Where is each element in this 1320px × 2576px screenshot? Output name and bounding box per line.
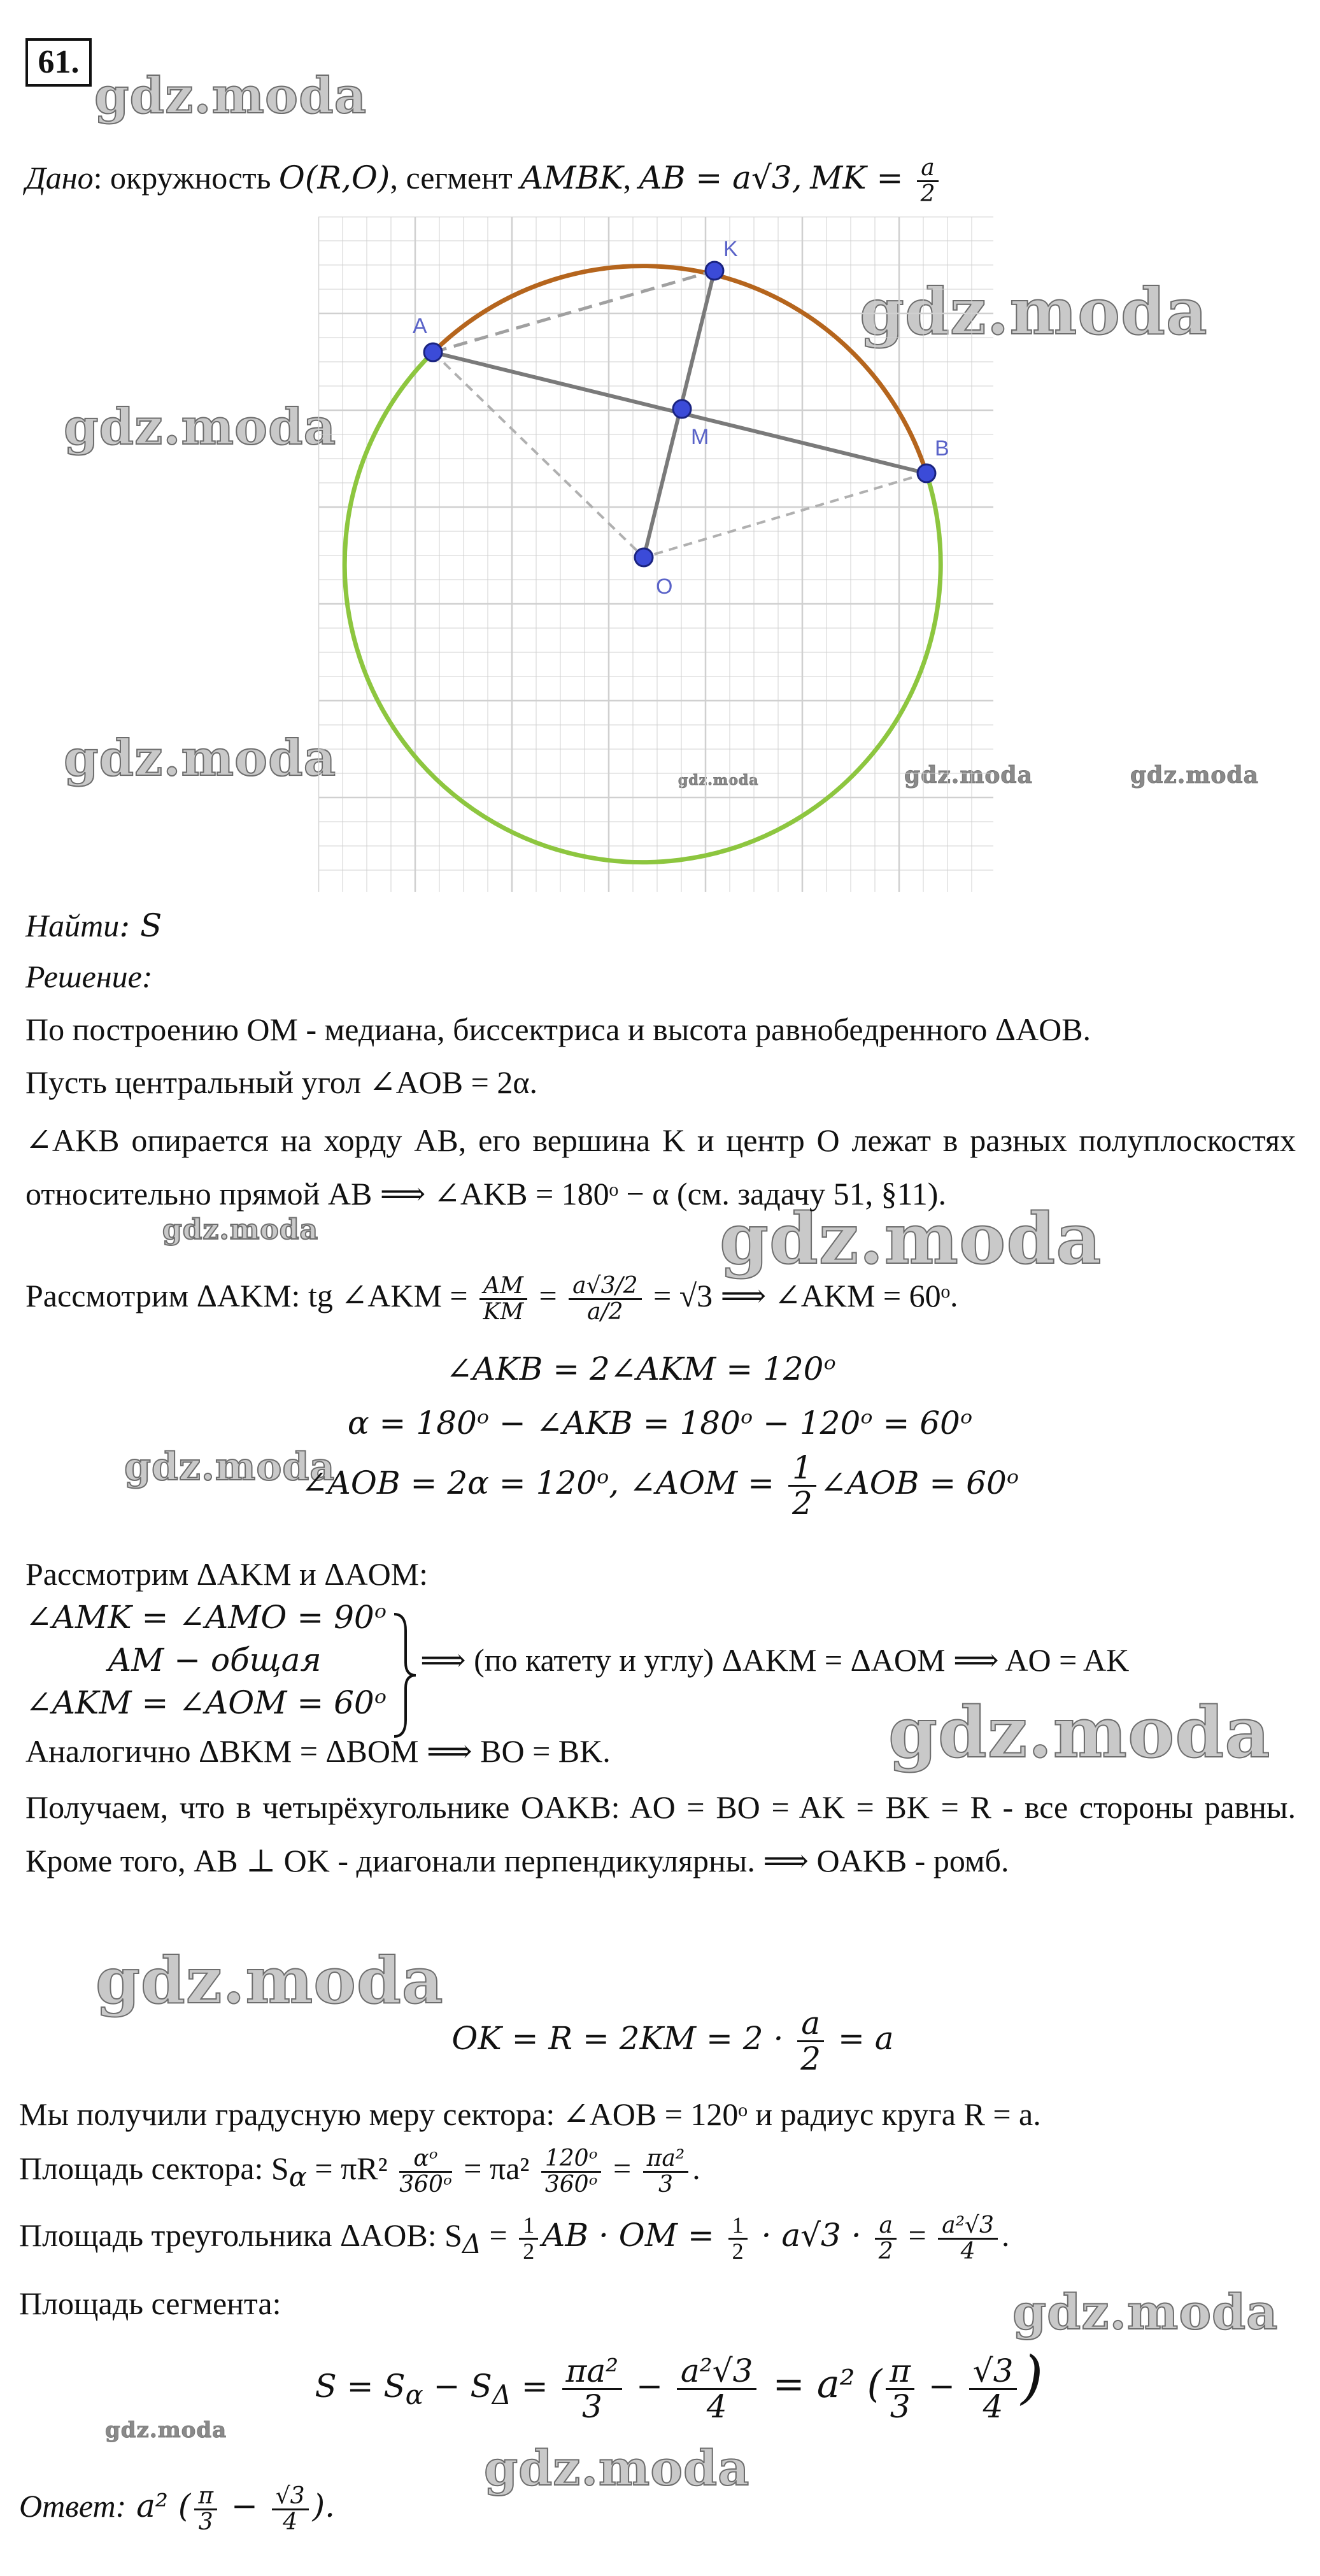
segment-ao bbox=[433, 352, 644, 557]
system-line-2: AM − общая bbox=[108, 1642, 322, 1678]
watermark: gdz.moda bbox=[64, 729, 337, 787]
label-o: O bbox=[656, 575, 673, 599]
watermark: gdz.moda bbox=[484, 2440, 750, 2496]
given-ab: AB = a√3, bbox=[639, 159, 802, 196]
watermark: gdz.moda bbox=[105, 2417, 227, 2443]
equation-1: ∠AKB = 2∠AKM = 120ᵒ bbox=[446, 1350, 836, 1387]
watermark: gdz.moda bbox=[720, 1198, 1102, 1280]
equation-2: α = 180ᵒ − ∠AKB = 180ᵒ − 120ᵒ = 60ᵒ bbox=[347, 1405, 973, 1442]
find-label: Найти bbox=[25, 908, 120, 943]
fraction-values: $\frac{a√3/2}{a/2}$ bbox=[569, 1274, 641, 1324]
system-result: ⟹ (по катету и углу) ΔAKM = ΔAOM ⟹ AO = AK bbox=[420, 1642, 1130, 1678]
watermark: gdz.moda bbox=[124, 1445, 336, 1489]
given-label: Дано bbox=[25, 159, 94, 196]
text-line-2: Пусть центральный угол ∠AOB = 2α. bbox=[25, 1064, 538, 1100]
system-line-3: ∠AKM = ∠AOM = 60ᵒ bbox=[25, 1684, 387, 1721]
system-brace bbox=[392, 1612, 417, 1739]
text-line-9: Площадь сектора: $S_\alpha = \pi R^2$ $\frac{\text{αᵒ}}{\text{360ᵒ}}$ = πa² $\frac{\text{120ᵒ}}{\text{360ᵒ}}$ = $\frac{\text{πa²}}{3}$ . bbox=[19, 2145, 700, 2198]
watermark: gdz.moda bbox=[162, 1213, 319, 1246]
text-paragraph-3: ∠AKB опирается на хорду AB, его вершина K и центр O лежат в разных полуплоскостях относительно прямой AB ⟹ ∠AKB = 180ᵒ − α (см. задачу 51, §11). bbox=[25, 1122, 1296, 1212]
watermark: gdz.moda bbox=[94, 67, 367, 125]
text-line-10: Площадь треугольника ΔAOB: $S_\Delta$ = $\frac{1}{2}$ AB · OM = $\frac{1}{2}$ · a√3 · $\frac{a}{2}$ = $\frac{\text{a²√3}}{4}$ . bbox=[19, 2212, 1010, 2265]
watermark: gdz.moda bbox=[64, 398, 337, 456]
solution-label: Решение: bbox=[25, 959, 153, 994]
watermark: gdz.moda bbox=[96, 1943, 444, 2018]
major-arc bbox=[344, 352, 940, 862]
watermark: gdz.moda bbox=[888, 1691, 1271, 1773]
watermark: gdz.moda bbox=[678, 772, 759, 789]
equation-5: $S = S_\alpha - S_\Delta$ = $\frac{\text{πa²}}{3}$ − $\frac{\text{a²√3}}{4}$ = a² ( $\frac{\pi}{3}$ − $\frac{√3}{4}$ ) bbox=[315, 2344, 1044, 2425]
text-line-1: По построению OM - медиана, биссектриса и высота равнобедренного ΔAOB. bbox=[25, 1012, 1091, 1047]
equation-3: ∠AOB = 2α = 120ᵒ, ∠AOM = $\frac{1}{2}$ ∠AOB = 60ᵒ bbox=[301, 1449, 1019, 1522]
text-line-11: Площадь сегмента: bbox=[19, 2286, 281, 2321]
watermark: gdz.moda bbox=[860, 274, 1208, 349]
point-a bbox=[424, 343, 442, 361]
text-line-4: Рассмотрим ΔAKM: tg ∠AKM = $\frac{AM}{KM}$ = $\frac{a√3/2}{a/2}$ = √3 ⟹ ∠AKM = 60ᵒ. bbox=[25, 1273, 958, 1325]
text-line-5: Рассмотрим ΔAKM и ΔAOM: bbox=[25, 1556, 429, 1592]
geometry-figure bbox=[318, 217, 993, 892]
point-k bbox=[706, 262, 723, 280]
answer-line: Ответ: a² ( $\frac{\pi}{3}$ − $\frac{√3}{4}$ ). bbox=[19, 2483, 335, 2535]
answer-label: Ответ: bbox=[19, 2487, 127, 2524]
watermark: gdz.moda bbox=[1130, 762, 1259, 789]
system-line-1: ∠AMK = ∠AMO = 90ᵒ bbox=[25, 1599, 387, 1636]
point-m bbox=[673, 400, 691, 418]
fraction-a-2: $\frac{a}{2}$ bbox=[797, 2007, 824, 2075]
fraction-am-km: $\frac{AM}{KM}$ bbox=[479, 1274, 527, 1324]
text-paragraph-7: Получаем, что в четырёхугольнике OAKB: AO = BO = AK = BK = R - все стороны равны. Кроме того, AB ⊥ OK - диагонали перпендикулярны. ⟹ OAKB - ромб. bbox=[25, 1789, 1296, 1878]
given-line: Дано: окружность O(R,O), сегмент AMBK, AB = a√3, MK = $\frac{a}{2}$ bbox=[25, 156, 942, 206]
fraction-half: $\frac{1}{2}$ bbox=[788, 1451, 816, 1520]
segment-ak bbox=[433, 271, 714, 352]
point-b bbox=[918, 464, 935, 482]
equation-4: OK = R = 2KM = 2 · $\frac{a}{2}$ = a bbox=[451, 2005, 894, 2077]
point-o bbox=[635, 548, 653, 566]
given-mk: MK = bbox=[810, 159, 914, 196]
watermark: gdz.moda bbox=[1012, 2284, 1279, 2340]
text-line-8: Мы получили градусную меру сектора: ∠AOB = 120ᵒ и радиус круга R = a. bbox=[19, 2096, 1041, 2132]
find-line bbox=[25, 906, 162, 945]
given-segment-text: , сегмент bbox=[390, 159, 521, 196]
find-value: : S bbox=[119, 907, 162, 944]
given-mk-fraction: $\frac{a}{2}$ bbox=[917, 156, 938, 206]
label-b: B bbox=[935, 436, 949, 461]
problem-number: 61. bbox=[25, 38, 92, 87]
given-segment: AMBK bbox=[520, 159, 623, 196]
segment-bo bbox=[644, 473, 926, 557]
given-circle: O(R,O) bbox=[278, 159, 390, 196]
text-line-6: Аналогично ΔBKM = ΔBOM ⟹ BO = BK. bbox=[25, 1733, 611, 1769]
given-text: : окружность bbox=[93, 159, 279, 196]
label-k: K bbox=[723, 237, 738, 261]
label-m: M bbox=[691, 425, 709, 449]
label-a: A bbox=[413, 314, 427, 338]
watermark: gdz.moda bbox=[904, 762, 1033, 789]
